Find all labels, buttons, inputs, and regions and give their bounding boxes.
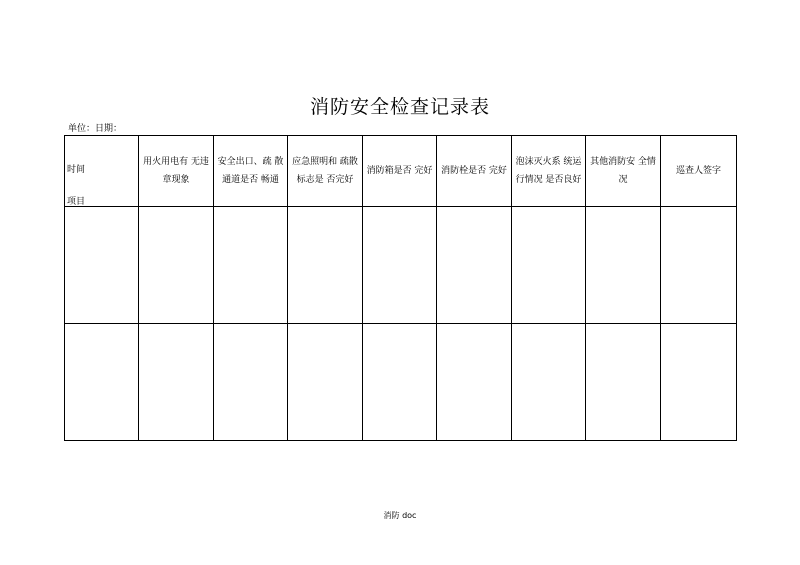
unit-date-label: 单位：日期： xyxy=(68,124,123,134)
corner-cell xyxy=(65,136,139,207)
table-cell[interactable] xyxy=(437,324,512,441)
table-cell[interactable] xyxy=(363,324,437,441)
header-cell: 巡查人签字 xyxy=(661,136,737,207)
table-cell[interactable] xyxy=(586,207,661,324)
header-cell: 安全出口、疏 散通道是否 畅通 xyxy=(214,136,288,207)
table-cell[interactable] xyxy=(214,324,288,441)
header-cell: 消防箱是否 完好 xyxy=(363,136,437,207)
table-cell[interactable] xyxy=(139,324,214,441)
header-cell: 用火用电有 无违章现象 xyxy=(139,136,214,207)
table-row xyxy=(65,207,737,324)
table-cell[interactable] xyxy=(661,207,737,324)
header-cell: 其他消防安 全情况 xyxy=(586,136,661,207)
table-cell[interactable] xyxy=(214,207,288,324)
corner-time-label: 时间 xyxy=(67,165,86,175)
table-cell[interactable] xyxy=(586,324,661,441)
document-title: 消防安全检查记录表 xyxy=(309,96,490,118)
table-cell[interactable] xyxy=(437,207,512,324)
table-row xyxy=(65,324,737,441)
table-cell[interactable] xyxy=(65,324,139,441)
page-footer: 消防 doc xyxy=(383,511,417,520)
table-cell[interactable] xyxy=(661,324,737,441)
header-row xyxy=(65,136,737,207)
table-cell[interactable] xyxy=(65,207,139,324)
inspection-record-table xyxy=(64,135,737,441)
table-cell[interactable] xyxy=(512,324,586,441)
table-cell[interactable] xyxy=(288,207,363,324)
table-cell[interactable] xyxy=(363,207,437,324)
corner-item-label: 项目 xyxy=(67,197,86,207)
header-cell: 应急照明和 疏散标志是 否完好 xyxy=(288,136,363,207)
header-cell: 泡沫灭火系 统运行情况 是否良好 xyxy=(512,136,586,207)
table-cell[interactable] xyxy=(288,324,363,441)
header-cell: 消防栓是否 完好 xyxy=(437,136,512,207)
table-cell[interactable] xyxy=(139,207,214,324)
table-cell[interactable] xyxy=(512,207,586,324)
